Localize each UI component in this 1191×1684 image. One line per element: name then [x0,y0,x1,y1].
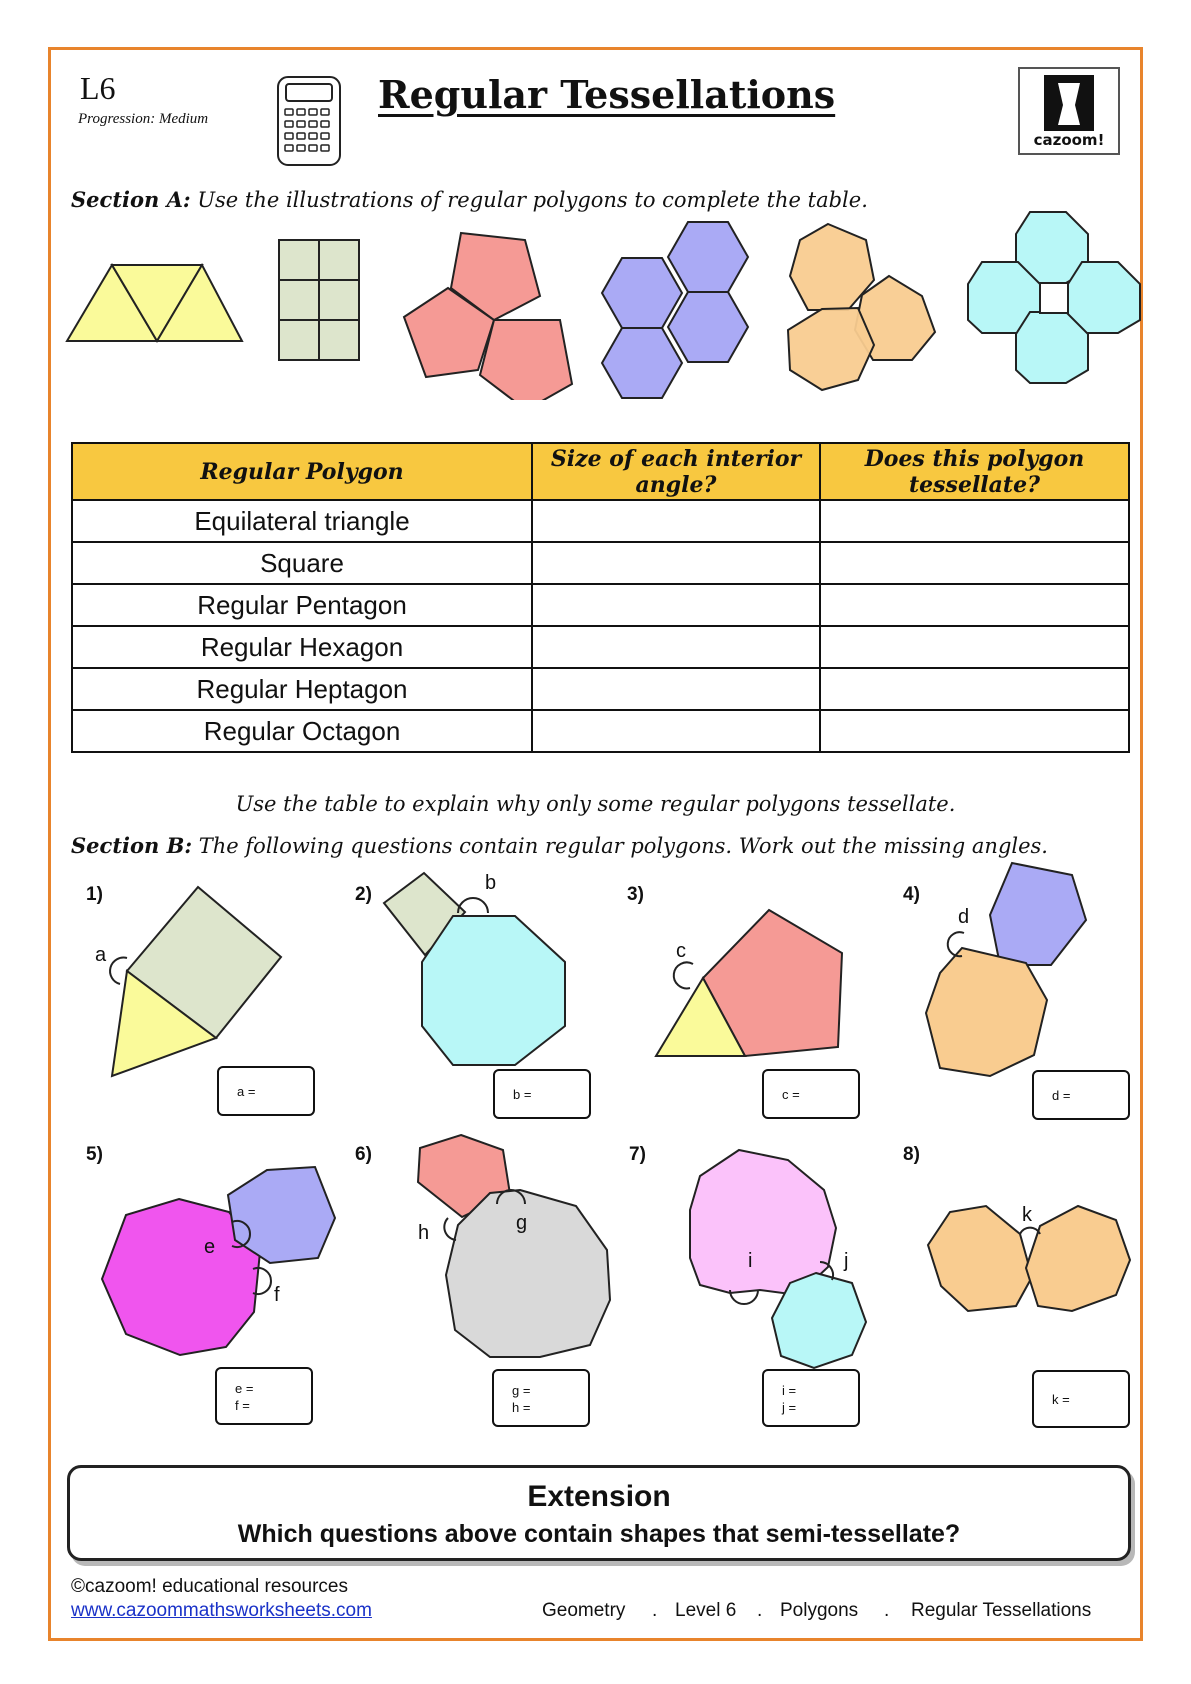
answer-prefix: e = [235,1381,254,1396]
section-b-instruction: The following questions contain regular polygons. Work out the missing angles. [198,834,1048,858]
answer-prefix: f = [235,1398,250,1413]
header-interior-angle: Size of each interior angle? [532,443,820,500]
progression-label: Progression: Medium [78,111,209,127]
answer-box-gh[interactable] [492,1369,590,1427]
answer-box-ij[interactable] [762,1369,860,1427]
q2-diagram [384,873,565,1065]
answer-prefix: b = [513,1087,532,1102]
answer-box-ef[interactable] [215,1367,313,1425]
q4-diagram [926,863,1086,1076]
answer-box-d[interactable] [1032,1070,1130,1120]
question-1-number: 1) [86,884,103,905]
answer-box-k[interactable] [1032,1370,1130,1428]
question-8-number: 8) [903,1144,920,1165]
answer-box-a[interactable] [217,1066,315,1116]
angle-label-f: f [274,1284,280,1306]
q5-diagram [102,1167,335,1355]
question-7-number: 7) [629,1144,646,1165]
angle-label-b: b [485,872,497,894]
angle-label-a: a [95,944,107,966]
polygon-name: Regular Pentagon [72,584,532,626]
footer-tag-geometry: Geometry [542,1600,626,1621]
footer-url-link[interactable]: www.cazoommathsworksheets.com [71,1600,372,1621]
footer-link-wrap [71,1600,372,1622]
question-3-number: 3) [627,884,644,905]
explain-prompt: Use the table to explain why only some regular polygons tessellate. [235,792,956,816]
page-title: Regular Tessellations [378,72,836,117]
polygon-name: Regular Hexagon [72,626,532,668]
extension-question: Which questions above contain shapes that semi-tessellate? [237,1520,961,1548]
angle-label-h: h [418,1222,430,1244]
section-a-instruction: Use the illustrations of regular polygons to complete the table. [197,188,868,212]
footer-tag-polygons: Polygons [780,1600,859,1621]
q6-diagram [418,1135,610,1357]
section-b-label: Section B: [71,833,193,858]
footer-separator: . [884,1600,890,1621]
extension-title: Extension [527,1480,671,1513]
header-tessellate: Does this polygon tessellate? [820,443,1129,500]
footer-tag-topic: Regular Tessellations [911,1600,1092,1621]
answer-prefix: c = [782,1087,800,1102]
answer-prefix: d = [1052,1088,1071,1103]
footer-tag-level: Level 6 [675,1600,737,1621]
footer-copyright: ©cazoom! educational resources [71,1576,348,1597]
angle-label-d: d [958,906,970,928]
answer-prefix: i = [782,1383,797,1398]
polygon-name: Square [72,542,532,584]
extension-box [67,1465,1131,1561]
answer-prefix: k = [1052,1392,1070,1407]
q7-diagram [690,1150,866,1368]
header-regular-polygon: Regular Polygon [72,443,532,500]
answer-prefix: h = [512,1400,531,1415]
answer-box-c[interactable] [762,1069,860,1119]
q1-diagram [110,887,281,1076]
question-2-number: 2) [355,884,372,905]
answer-prefix: a = [237,1084,256,1099]
angle-label-c: c [676,940,686,962]
answer-box-b[interactable] [493,1069,591,1119]
answer-prefix: j = [782,1400,797,1415]
angle-label-i: i [748,1250,753,1272]
footer-separator: . [652,1600,658,1621]
angle-label-g: g [516,1212,528,1234]
answer-prefix: g = [512,1383,531,1398]
angle-label-j: j [844,1250,849,1272]
angle-label-k: k [1022,1204,1032,1226]
q3-diagram [656,910,842,1056]
footer-separator: . [757,1600,763,1621]
question-6-number: 6) [355,1144,372,1165]
polygon-name: Regular Octagon [72,710,532,752]
level-label: L6 [80,70,116,106]
section-a-label: Section A: [71,187,191,212]
question-5-number: 5) [86,1144,103,1165]
polygon-name: Regular Heptagon [72,668,532,710]
question-4-number: 4) [903,884,920,905]
angle-label-e: e [204,1236,216,1258]
logo-text: cazoom! [1033,131,1105,149]
polygon-name: Equilateral triangle [72,500,532,542]
